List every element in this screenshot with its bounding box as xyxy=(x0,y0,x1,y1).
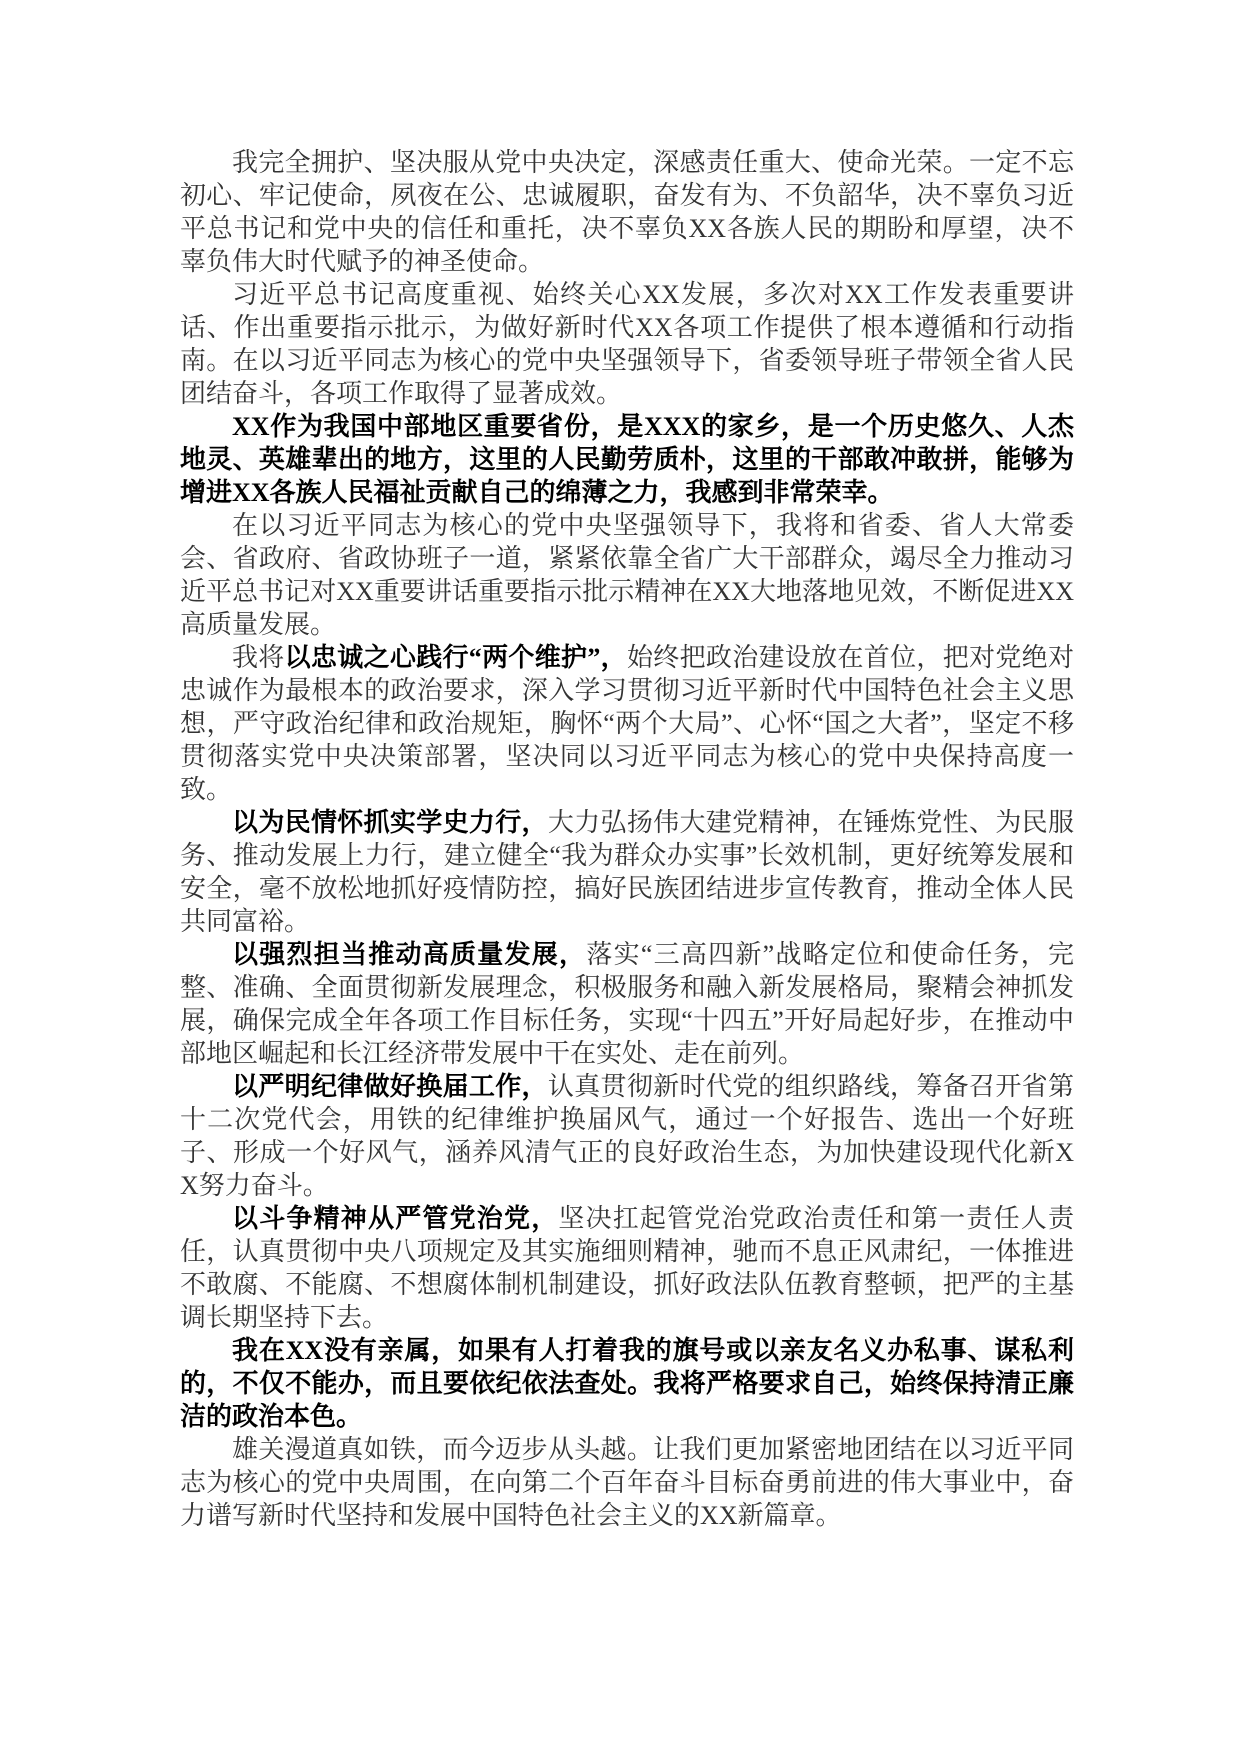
bold-text-segment: 以强烈担当推动高质量发展， xyxy=(232,940,587,969)
text-segment: 坚决扛起管党治党政治责任和第一责任人责任，认真贯彻中央八项规定及其实施细则精神，驰而不息正风肃纪，一体推进不敢腐、不能腐、不想腐体制机制建设，抓好政法队伍教育整顿，把严的主基调长期坚持下去。 xyxy=(180,1204,1074,1332)
bold-text-segment: 以斗争精神从严管党治党， xyxy=(232,1204,559,1233)
text-segment: 我将 xyxy=(232,643,285,672)
text-segment: 在以习近平同志为核心的党中央坚强领导下，我将和省委、省人大常委会、省政府、省政协班子一道，紧紧依靠全省广大干部群众，竭尽全力推动习近平总书记对XX重要讲话重要指示批示精神在XX大地落地见效，不断促进XX高质量发展。 xyxy=(180,511,1074,639)
paragraph xyxy=(180,509,1074,641)
paragraph xyxy=(180,938,1074,1070)
text-segment: 我完全拥护、坚决服从党中央决定，深感责任重大、使命光荣。一定不忘初心、牢记使命，夙夜在公、忠诚履职，奋发有为、不负韶华，决不辜负习近平总书记和党中央的信任和重托，决不辜负XX各族人民的期盼和厚望，决不辜负伟大时代赋予的神圣使命。 xyxy=(180,148,1074,276)
paragraph xyxy=(180,1070,1074,1202)
document-body xyxy=(180,146,1074,1532)
text-segment: 大力弘扬伟大建党精神，在锤炼党性、为民服务、推动发展上力行，建立健全“我为群众办实事”长效机制，更好统筹发展和安全，毫不放松地抓好疫情防控，搞好民族团结进步宣传教育，推动全体人民共同富裕。 xyxy=(180,808,1074,936)
text-segment: 雄关漫道真如铁，而今迈步从头越。让我们更加紧密地团结在以习近平同志为核心的党中央周围，在向第二个百年奋斗目标奋勇前进的伟大事业中，奋力谱写新时代坚持和发展中国特色社会主义的XX新篇章。 xyxy=(180,1435,1074,1530)
paragraph xyxy=(180,410,1074,509)
text-segment: 认真贯彻新时代党的组织路线，筹备召开省第十二次党代会，用铁的纪律维护换届风气，通过一个好报告、选出一个好班子、形成一个好风气，涵养风清气正的良好政治生态，为加快建设现代化新XX努力奋斗。 xyxy=(180,1072,1074,1200)
paragraph xyxy=(180,641,1074,806)
paragraph xyxy=(180,1433,1074,1532)
paragraph xyxy=(180,1202,1074,1334)
bold-text-segment: XX作为我国中部地区重要省份，是XXX的家乡，是一个历史悠久、人杰地灵、英雄辈出的地方，这里的人民勤劳质朴，这里的干部敢冲敢拼，能够为增进XX各族人民福祉贡献自己的绵薄之力，我感到非常荣幸。 xyxy=(180,412,1074,507)
paragraph xyxy=(180,146,1074,278)
paragraph xyxy=(180,806,1074,938)
bold-text-segment: 以忠诚之心践行“两个维护”， xyxy=(284,643,627,672)
text-segment: 落实“三高四新”战略定位和使命任务，完整、准确、全面贯彻新发展理念，积极服务和融入新发展格局，聚精会神抓发展，确保完成全年各项工作目标任务，实现“十四五”开好局起好步，在推动中部地区崛起和长江经济带发展中干在实处、走在前列。 xyxy=(180,940,1074,1068)
paragraph xyxy=(180,278,1074,410)
paragraph xyxy=(180,1334,1074,1433)
text-segment: 习近平总书记高度重视、始终关心XX发展，多次对XX工作发表重要讲话、作出重要指示批示，为做好新时代XX各项工作提供了根本遵循和行动指南。在以习近平同志为核心的党中央坚强领导下，省委领导班子带领全省人民团结奋斗，各项工作取得了显著成效。 xyxy=(180,280,1074,408)
bold-text-segment: 以严明纪律做好换届工作， xyxy=(232,1072,548,1101)
text-segment: 始终把政治建设放在首位，把对党绝对忠诚作为最根本的政治要求，深入学习贯彻习近平新时代中国特色社会主义思想，严守政治纪律和政治规矩，胸怀“两个大局”、心怀“国之大者”，坚定不移贯彻落实党中央决策部署，坚决同以习近平同志为核心的党中央保持高度一致。 xyxy=(180,643,1074,804)
bold-text-segment: 我在XX没有亲属，如果有人打着我的旗号或以亲友名义办私事、谋私利的，不仅不能办，而且要依纪依法查处。我将严格要求自己，始终保持清正廉洁的政治本色。 xyxy=(180,1336,1074,1431)
bold-text-segment: 以为民情怀抓实学史力行， xyxy=(232,808,548,837)
